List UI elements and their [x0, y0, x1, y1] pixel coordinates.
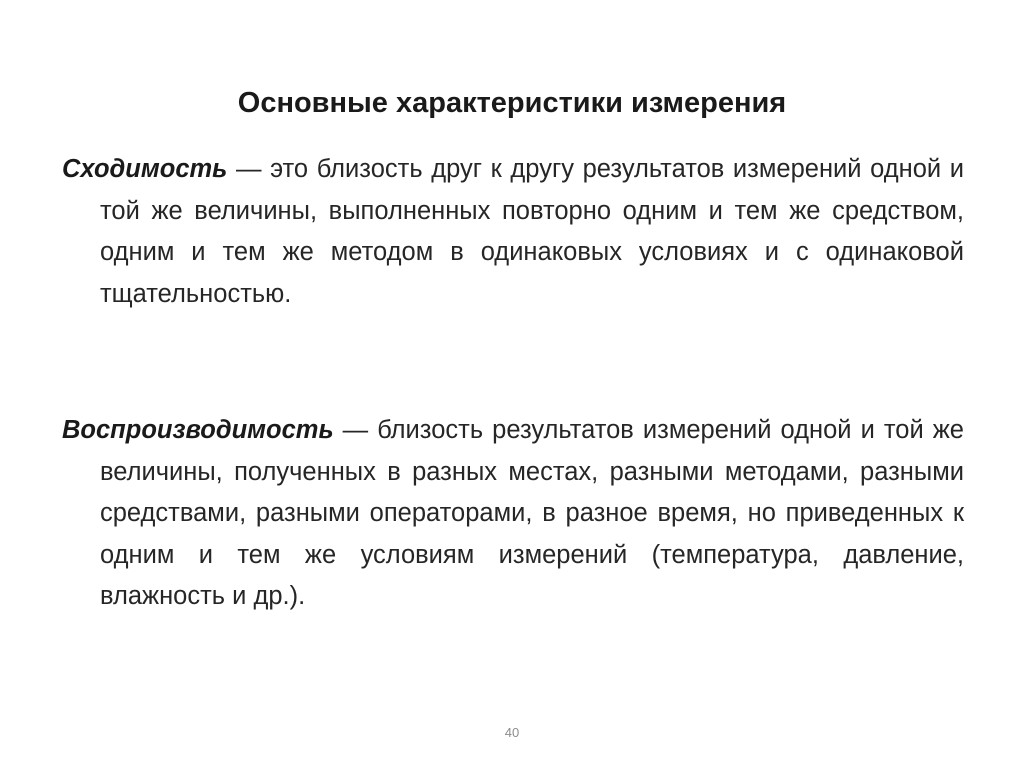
- definition-dash: —: [342, 416, 369, 444]
- definition-term: Воспроизводимость: [62, 416, 334, 444]
- page-number: 40: [504, 725, 520, 740]
- definition-dash: —: [235, 155, 262, 183]
- definition-convergence: [62, 149, 964, 315]
- definition-text: близость результатов измерений одной и той же величины, полученных в разных местах, разными методами, разными средствами, разными операторами, в разное время, но приведенных к одним и тем же условиям измерений (температура, давление, влажность и др.).: [100, 416, 964, 610]
- definition-term: Сходимость: [62, 155, 228, 183]
- definition-text: это близость друг к другу результатов измерений одной и той же величины, выполненных повторно одним и тем же средством, одним и тем же методом в одинаковых условиях и с одинаковой тщательностью.: [100, 155, 964, 308]
- slide-title: Основные характеристики измерения: [237, 87, 787, 119]
- definition-reproducibility: [62, 410, 964, 618]
